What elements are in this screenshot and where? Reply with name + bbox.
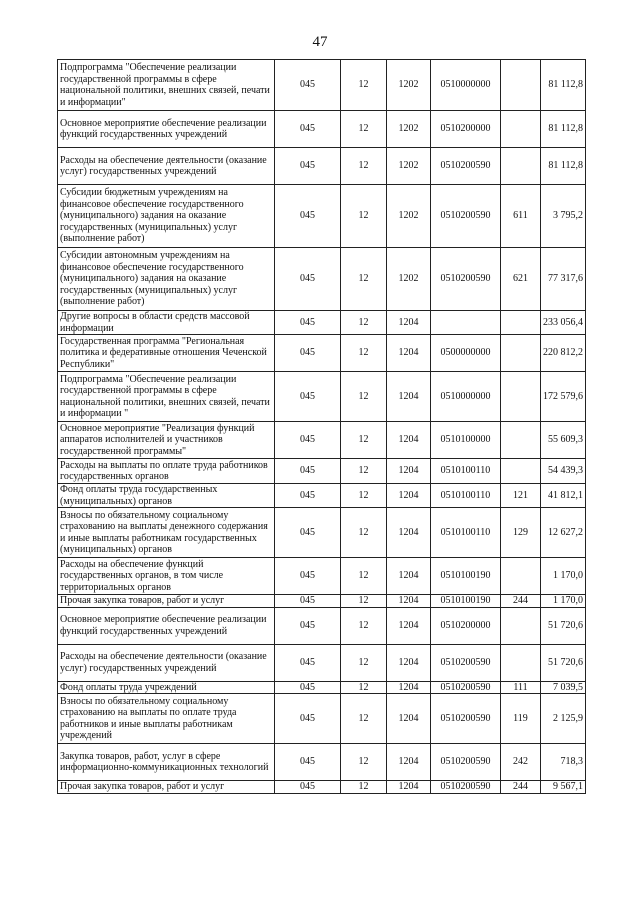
cell-expense-type [501,644,541,681]
cell-target-item: 0510200000 [431,111,501,148]
cell-amount: 233 056,4 [541,311,586,335]
cell-amount: 220 812,2 [541,335,586,372]
cell-target-item: 0510100190 [431,558,501,595]
page-number: 47 [312,34,328,50]
cell-expense-type [501,558,541,595]
cell-target-item: 0510200590 [431,694,501,744]
table-row [58,248,586,311]
cell-ministry-code: 045 [275,311,341,335]
cell-section: 12 [341,185,387,248]
cell-ministry-code: 045 [275,644,341,681]
table-row [58,60,586,111]
cell-expense-type: 242 [501,744,541,781]
table-row [58,607,586,644]
cell-ministry-code: 045 [275,484,341,508]
cell-subsection: 1204 [387,558,431,595]
cell-subsection: 1204 [387,595,431,608]
cell-ministry-code: 045 [275,781,341,794]
cell-target-item [431,311,501,335]
cell-amount: 55 609,3 [541,422,586,459]
cell-ministry-code: 045 [275,694,341,744]
cell-section: 12 [341,111,387,148]
cell-name: Закупка товаров, работ, услуг в сфере информационно-коммуникационных технологий [58,744,275,781]
cell-ministry-code: 045 [275,148,341,185]
cell-ministry-code: 045 [275,744,341,781]
cell-ministry-code: 045 [275,459,341,484]
cell-amount: 77 317,6 [541,248,586,311]
cell-expense-type: 244 [501,595,541,608]
cell-expense-type: 121 [501,484,541,508]
cell-section: 12 [341,335,387,372]
cell-amount: 3 795,2 [541,185,586,248]
cell-target-item: 0510100110 [431,508,501,558]
cell-amount: 54 439,3 [541,459,586,484]
table-row [58,558,586,595]
cell-target-item: 0510100000 [431,422,501,459]
cell-name: Основное мероприятие обеспечение реализации функций государственных учреждений [58,607,275,644]
cell-target-item: 0510100190 [431,595,501,608]
table-row [58,459,586,484]
cell-target-item: 0510200590 [431,644,501,681]
cell-subsection: 1204 [387,681,431,694]
cell-subsection: 1202 [387,248,431,311]
cell-expense-type [501,148,541,185]
cell-name: Расходы на выплаты по оплате труда работников государственных органов [58,459,275,484]
cell-subsection: 1204 [387,459,431,484]
cell-ministry-code: 045 [275,60,341,111]
table-row [58,744,586,781]
cell-expense-type [501,607,541,644]
table-row [58,311,586,335]
cell-subsection: 1204 [387,781,431,794]
table-body [58,60,586,794]
cell-section: 12 [341,484,387,508]
cell-target-item: 0510200590 [431,248,501,311]
cell-section: 12 [341,372,387,422]
cell-expense-type [501,335,541,372]
cell-name: Расходы на обеспечение функций государственных органов, в том числе территориальных органов [58,558,275,595]
cell-ministry-code: 045 [275,185,341,248]
cell-section: 12 [341,607,387,644]
table-row [58,148,586,185]
table-row [58,484,586,508]
cell-name: Фонд оплаты труда учреждений [58,681,275,694]
cell-target-item: 0510200590 [431,681,501,694]
cell-expense-type [501,311,541,335]
cell-subsection: 1204 [387,607,431,644]
cell-expense-type [501,422,541,459]
cell-name: Прочая закупка товаров, работ и услуг [58,595,275,608]
cell-expense-type: 129 [501,508,541,558]
cell-ministry-code: 045 [275,681,341,694]
cell-amount: 2 125,9 [541,694,586,744]
cell-subsection: 1204 [387,508,431,558]
table-row [58,681,586,694]
cell-target-item: 0500000000 [431,335,501,372]
cell-ministry-code: 045 [275,508,341,558]
cell-name: Подпрограмма "Обеспечение реализации государственной программы в сфере национальной политики, внешних связей, печати и информации " [58,372,275,422]
cell-amount: 51 720,6 [541,644,586,681]
cell-name: Субсидии автономным учреждениям на финансовое обеспечение государственного (муниципального) задания на оказание государственных (муниципальных) услуг (выполнение работ) [58,248,275,311]
table-row [58,185,586,248]
cell-target-item: 0510100110 [431,484,501,508]
cell-ministry-code: 045 [275,422,341,459]
cell-name: Расходы на обеспечение деятельности (оказание услуг) государственных учреждений [58,644,275,681]
cell-subsection: 1202 [387,148,431,185]
cell-target-item: 0510200590 [431,744,501,781]
cell-amount: 81 112,8 [541,60,586,111]
cell-name: Основное мероприятие "Реализация функций аппаратов исполнителей и участников государственной программы" [58,422,275,459]
cell-ministry-code: 045 [275,372,341,422]
table-row [58,372,586,422]
budget-table [57,59,586,794]
table-row [58,644,586,681]
cell-subsection: 1204 [387,422,431,459]
cell-amount: 81 112,8 [541,111,586,148]
cell-subsection: 1204 [387,311,431,335]
cell-expense-type: 621 [501,248,541,311]
cell-ministry-code: 045 [275,607,341,644]
cell-subsection: 1204 [387,335,431,372]
cell-expense-type [501,459,541,484]
table-row [58,111,586,148]
cell-name: Прочая закупка товаров, работ и услуг [58,781,275,794]
cell-target-item: 0510200000 [431,607,501,644]
cell-amount: 9 567,1 [541,781,586,794]
cell-subsection: 1202 [387,185,431,248]
cell-name: Подпрограмма "Обеспечение реализации государственной программы в сфере национальной политики, внешних связей, печати и информации" [58,60,275,111]
cell-amount: 1 170,0 [541,558,586,595]
cell-target-item: 0510200590 [431,148,501,185]
cell-subsection: 1204 [387,694,431,744]
cell-subsection: 1204 [387,644,431,681]
cell-section: 12 [341,558,387,595]
cell-target-item: 0510000000 [431,60,501,111]
cell-ministry-code: 045 [275,595,341,608]
cell-subsection: 1204 [387,372,431,422]
cell-section: 12 [341,508,387,558]
cell-target-item: 0510000000 [431,372,501,422]
cell-ministry-code: 045 [275,558,341,595]
cell-amount: 81 112,8 [541,148,586,185]
cell-name: Фонд оплаты труда государственных (муниципальных) органов [58,484,275,508]
cell-expense-type: 244 [501,781,541,794]
table-row [58,508,586,558]
cell-amount: 718,3 [541,744,586,781]
cell-section: 12 [341,694,387,744]
cell-expense-type: 119 [501,694,541,744]
cell-subsection: 1204 [387,744,431,781]
cell-amount: 7 039,5 [541,681,586,694]
cell-ministry-code: 045 [275,248,341,311]
cell-name: Другие вопросы в области средств массовой информации [58,311,275,335]
table-row [58,422,586,459]
cell-section: 12 [341,744,387,781]
cell-target-item: 0510100110 [431,459,501,484]
cell-section: 12 [341,681,387,694]
cell-amount: 41 812,1 [541,484,586,508]
table-row [58,595,586,608]
table-row [58,694,586,744]
cell-subsection: 1204 [387,484,431,508]
cell-expense-type: 611 [501,185,541,248]
cell-section: 12 [341,60,387,111]
table-row [58,781,586,794]
cell-name: Взносы по обязательному социальному страхованию на выплаты по оплате труда работников и иные выплаты работникам учреждений [58,694,275,744]
cell-amount: 51 720,6 [541,607,586,644]
cell-amount: 172 579,6 [541,372,586,422]
cell-expense-type [501,60,541,111]
cell-amount: 1 170,0 [541,595,586,608]
cell-section: 12 [341,148,387,185]
cell-subsection: 1202 [387,111,431,148]
cell-section: 12 [341,644,387,681]
cell-target-item: 0510200590 [431,185,501,248]
cell-subsection: 1202 [387,60,431,111]
cell-amount: 12 627,2 [541,508,586,558]
table-row [58,335,586,372]
cell-section: 12 [341,459,387,484]
cell-section: 12 [341,422,387,459]
cell-section: 12 [341,311,387,335]
cell-expense-type: 111 [501,681,541,694]
cell-name: Расходы на обеспечение деятельности (оказание услуг) государственных учреждений [58,148,275,185]
cell-name: Государственная программа "Региональная политика и федеративные отношения Чеченской Республики" [58,335,275,372]
cell-name: Взносы по обязательному социальному страхованию на выплаты денежного содержания и иные выплаты работникам государственных (муниципальных) органов [58,508,275,558]
cell-expense-type [501,111,541,148]
cell-ministry-code: 045 [275,335,341,372]
cell-target-item: 0510200590 [431,781,501,794]
cell-name: Субсидии бюджетным учреждениям на финансовое обеспечение государственного (муниципального) задания на оказание государственных (муниципальных) услуг (выполнение работ) [58,185,275,248]
cell-section: 12 [341,248,387,311]
cell-name: Основное мероприятие обеспечение реализации функций государственных учреждений [58,111,275,148]
cell-ministry-code: 045 [275,111,341,148]
cell-section: 12 [341,595,387,608]
cell-expense-type [501,372,541,422]
cell-section: 12 [341,781,387,794]
